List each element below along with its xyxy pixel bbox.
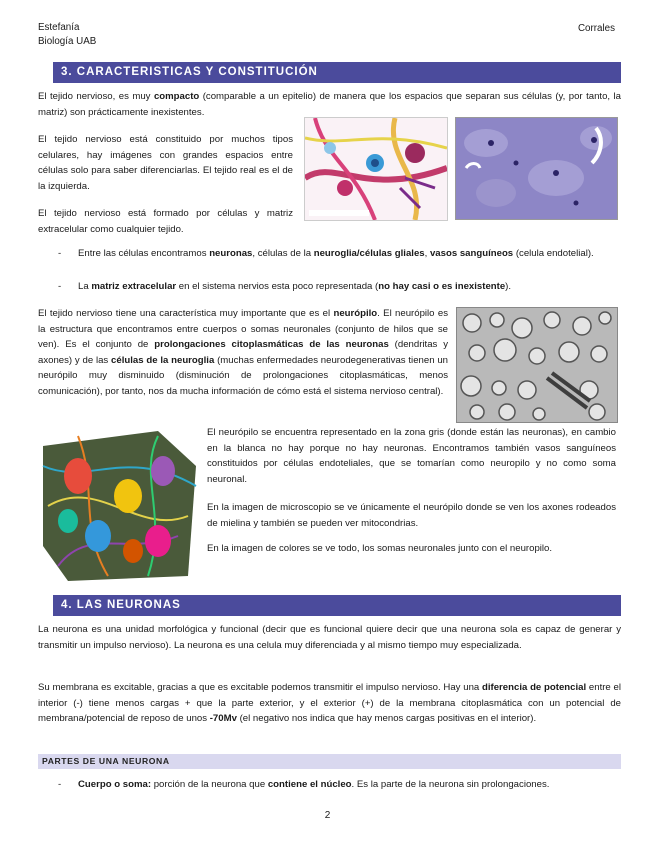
header-author: Estefanía [38,22,80,33]
page-number: 2 [324,810,331,821]
s3-paragraph-3: El tejido nervioso está formado por células y matriz extracelular como cualquier tejido. [38,208,293,235]
header-right: Corrales [577,23,615,34]
tissue-micrograph-image [455,117,618,220]
header-left [38,21,96,49]
section-3-title: 3. CARACTERISTICAS Y CONSTITUCIÓN [53,62,621,83]
s3-paragraph-6: En la imagen de microscopio se ve únicamente el neurópilo donde se ven los axones rodeados de mielina y también se pueden ver mitocondrias. [207,502,616,529]
parts-of-neuron-subtitle: PARTES DE UNA NEURONA [38,754,621,769]
s3-paragraph-2: El tejido nervioso está constituido por muchos tipos celulares, hay imágenes con grandes espacios entre células solo para saber diferenciarlas. El tejido real es el de la izquierda. [38,134,293,192]
section-4-title: 4. LAS NEURONAS [53,595,621,616]
s4-paragraph-1: La neurona es una unidad morfológica y funcional (decir que es funcional quiere decir que una neurona sola es capaz de generar y transmitir un impulso nervioso). La neurona es una celula muy diferenciada y al mismo tiempo muy especializada. [38,624,621,651]
s3-paragraph-4: El tejido nervioso tiene una característica muy importante que es el neurópilo. El neurópilo es la estructura que encontramos entre cuerpos o somas neuronales (conjunto de hilos que se ven). Es el conjunto de prolongaciones citoplasmáticas de las neuronas (dendritas y axones) y de las células de la neuroglia (muchas enfermedades neurodegenerativas tienen un neurópilo muy disminuido (disminución de prolongaciones citoplasmáticas, menos comunicación), por tanto, nos da mucha información de cómo está el sistema nervioso central). [38,308,448,397]
s3-bullet-2: - La matriz extracelular en el sistema nervios esta poco representada (no hay casi o es inexistente). [58,281,512,292]
s3-paragraph-7: En la imagen de colores se ve todo, los somas neuronales junto con el neuropilo. [207,543,553,554]
neuropil-3d-image [38,426,199,583]
s3-paragraph-5: El neurópilo se encuentra representado en la zona gris (donde están las neuronas), en cambio en la blanca no hay porque no hay neuronas. Encontramos también vasos sanguíneos constituidos por células endoteliales, que se tomarían como neuropilo y no como soma neuronal. [207,427,616,485]
electron-micrograph-image [456,307,618,423]
s3-paragraph-1: El tejido nervioso, es muy compacto (comparable a un epitelio) de manera que los espacios que separan sus células (y, por tanto, la matriz) son prácticamente inexistentes. [38,91,622,118]
s4-bullet-1: - Cuerpo o soma: porción de la neurona que contiene el núcleo. Es la parte de la neurona sin prolongaciones. [58,779,550,790]
tissue-diagram-image [304,117,448,221]
header-course: Biología UAB [38,36,97,47]
s4-paragraph-2: Su membrana es excitable, gracias a que es excitable podemos transmitir el impulso nervioso. Hay una diferencia de potencial entre el interior (-) tiene menos cargas + que la parte exterior, y el exterior (+) de la membrana citoplasmática con un potencial de membrana/potencial de reposo de unos -70Mv (el negativo nos indica que hay menos cargas positivas en el interior). [38,682,621,724]
s3-bullet-1: - Entre las células encontramos neuronas, células de la neuroglia/células gliales, vasos sanguíneos (celula endotelial). [58,248,594,259]
